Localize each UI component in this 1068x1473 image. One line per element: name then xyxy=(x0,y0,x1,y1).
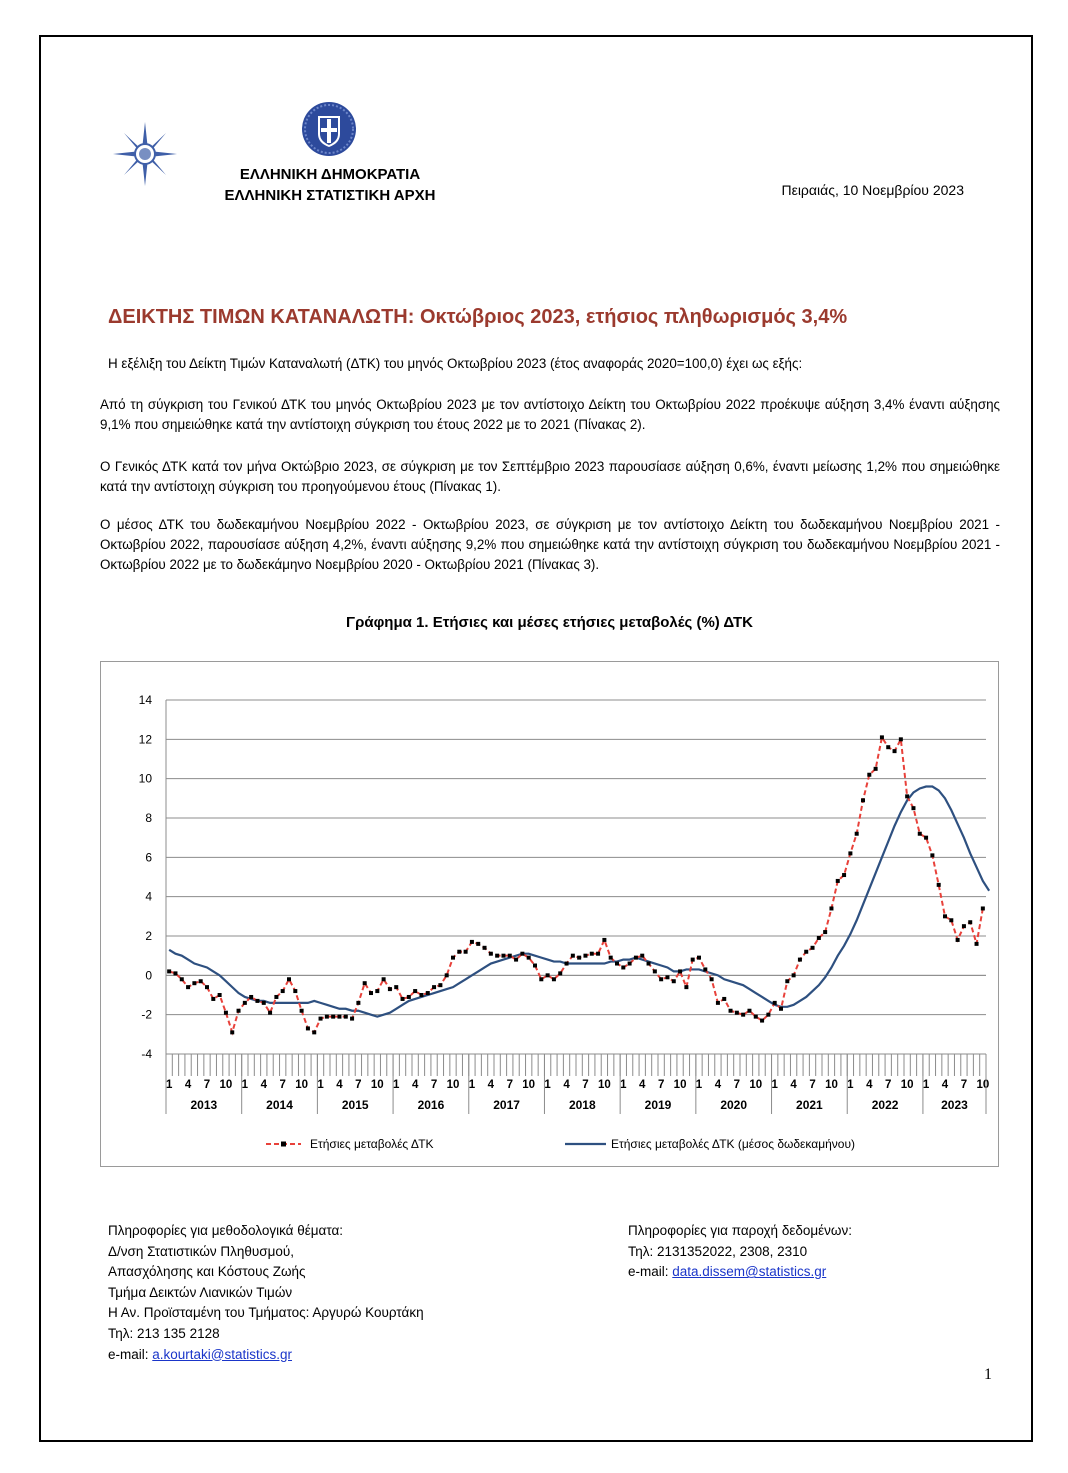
annual-change-point xyxy=(350,1017,354,1021)
series-line-annual-change xyxy=(169,737,983,1032)
department-line: Τμήμα Δεικτών Λιανικών Τιμών xyxy=(108,1284,293,1300)
annual-change-point xyxy=(962,924,966,928)
annual-change-point xyxy=(432,985,436,989)
annual-change-point xyxy=(457,950,461,954)
data-provision-email-row xyxy=(628,1262,988,1283)
y-tick-label: 0 xyxy=(145,968,152,983)
x-month-label: 10 xyxy=(976,1079,990,1091)
annual-change-point xyxy=(167,969,171,973)
x-month-label: 4 xyxy=(336,1079,343,1091)
annual-change-point xyxy=(741,1013,745,1017)
annual-change-point xyxy=(893,749,897,753)
annual-change-point xyxy=(255,999,259,1003)
annual-change-point xyxy=(375,989,379,993)
release-date: Πειραιάς, 10 Νοεμβρίου 2023 xyxy=(781,182,964,198)
y-tick-label: 6 xyxy=(145,850,152,865)
email-prefix: e-mail: xyxy=(108,1346,153,1362)
annual-change-point xyxy=(785,979,789,983)
annual-change-point xyxy=(558,971,562,975)
y-tick-label: 8 xyxy=(145,811,152,825)
annual-change-point xyxy=(262,1001,266,1005)
y-tick-label: 2 xyxy=(145,929,152,943)
annual-change-point xyxy=(173,971,177,975)
annual-change-point xyxy=(508,954,512,958)
x-month-label: 1 xyxy=(771,1079,778,1091)
annual-change-point xyxy=(501,954,505,958)
annual-change-point xyxy=(300,1009,304,1013)
x-year-label: 2018 xyxy=(568,1098,596,1112)
annual-change-point xyxy=(792,973,796,977)
annual-change-point xyxy=(905,794,909,798)
x-month-label: 1 xyxy=(847,1079,854,1091)
annual-change-point xyxy=(495,954,499,958)
annual-change-point xyxy=(337,1015,341,1019)
x-month-label: 1 xyxy=(241,1079,249,1091)
annual-change-point xyxy=(401,997,405,1001)
annual-change-point xyxy=(804,950,808,954)
x-month-label: 1 xyxy=(468,1079,476,1091)
annual-change-point xyxy=(684,985,688,989)
annual-change-point xyxy=(867,773,871,777)
annual-change-point xyxy=(665,975,669,979)
annual-change-point xyxy=(407,995,411,999)
annual-change-point xyxy=(773,1001,777,1005)
chart-title: Γράφημα 1. Ετήσιες και μέσες ετήσιες μεταβολές (%) ΔΤΚ xyxy=(346,614,753,631)
annual-change-point xyxy=(880,735,884,739)
y-tick-label: -4 xyxy=(141,1047,152,1061)
y-tick-label: 4 xyxy=(145,889,152,904)
legend-label-12-month-average: Ετήσιες μεταβολές ΔΤΚ (μέσος δωδεκαμήνου) xyxy=(611,1137,856,1151)
annual-change-point xyxy=(211,997,215,1001)
annual-change-point xyxy=(710,977,714,981)
x-year-label: 2022 xyxy=(871,1098,899,1112)
x-month-label: 4 xyxy=(639,1079,646,1091)
x-year-label: 2021 xyxy=(796,1098,823,1112)
annual-change-point xyxy=(312,1030,316,1034)
page-title: ΔΕΙΚΤΗΣ ΤΙΜΩΝ ΚΑΤΑΝΑΛΩΤΗ: Οκτώβριος 2023, ετήσιος πληθωρισμός 3,4% xyxy=(108,306,848,328)
annual-change-point xyxy=(766,1013,770,1017)
annual-change-point xyxy=(287,977,291,981)
x-month-label: 4 xyxy=(411,1079,419,1091)
annual-change-point xyxy=(470,940,474,944)
annual-change-point xyxy=(823,930,827,934)
paragraph-annual-text: Από τη σύγκριση του Γενικού ΔΤΚ του μηνός Οκτωβρίου 2023 με τον αντίστοιχο Δείκτη του Οκτωβρίου 2022 προέκυψε αύξηση 3,4% έναντι αύξησης 9,1% που σημειώθηκε κατά την αντίστοιχη σύγκριση του έτους 2022 με το 2021 (Πίνακας 2). xyxy=(100,397,1000,432)
annual-change-point xyxy=(451,956,455,960)
annual-change-point xyxy=(571,954,575,958)
methodology-email-row xyxy=(108,1345,588,1366)
x-year-label: 2015 xyxy=(341,1098,369,1112)
annual-change-point xyxy=(249,995,253,999)
annual-change-point xyxy=(918,832,922,836)
annual-change-point xyxy=(628,962,632,966)
annual-change-point xyxy=(703,967,707,971)
x-month-label: 7 xyxy=(506,1079,513,1091)
annual-change-point xyxy=(331,1015,335,1019)
intro-paragraph xyxy=(108,354,1000,374)
annual-change-point xyxy=(180,977,184,981)
chart-axes xyxy=(139,693,990,1114)
org-name-line2: ΕΛΛΗΝΙΚΗ ΣΤΑΤΙΣΤΙΚΗ ΑΡΧΗ xyxy=(224,187,436,204)
annual-change-point xyxy=(829,906,833,910)
annual-change-point xyxy=(949,918,953,922)
methodology-contact-block xyxy=(108,1221,588,1365)
annual-change-point xyxy=(621,965,625,969)
x-month-label: 1 xyxy=(695,1079,703,1091)
annual-change-point xyxy=(968,920,972,924)
x-month-label: 7 xyxy=(809,1079,816,1091)
paragraph-monthly-text: Ο Γενικός ΔΤΚ κατά τον μήνα Οκτώβριο 2023, σε σύγκριση με τον Σεπτέμβριο 2023 παρουσίασε αύξηση 0,6%, έναντι μείωσης 1,2% που σημειώθηκε κατά την αντίστοιχη σύγκριση του προηγούμενου έτους (Πίνακας 1). xyxy=(100,459,1000,494)
chart-grid xyxy=(166,700,986,1054)
annual-change-point xyxy=(268,1011,272,1015)
annual-change-point xyxy=(243,1001,247,1005)
annual-change-point xyxy=(798,958,802,962)
data-provision-phone: Τηλ: 2131352022, 2308, 2310 xyxy=(628,1243,808,1259)
x-year-label: 2023 xyxy=(941,1098,968,1112)
paragraph-annual xyxy=(100,395,1000,435)
data-provision-contact-block xyxy=(628,1221,988,1283)
annual-change-point xyxy=(483,946,487,950)
x-month-label: 7 xyxy=(430,1079,438,1091)
annual-change-point xyxy=(394,985,398,989)
annual-change-point xyxy=(218,993,222,997)
annual-change-point xyxy=(438,983,442,987)
annual-change-point xyxy=(565,962,569,966)
annual-change-point xyxy=(319,1017,323,1021)
annual-change-point xyxy=(552,977,556,981)
x-month-label: 1 xyxy=(165,1079,173,1091)
x-month-label: 10 xyxy=(219,1079,233,1091)
annual-change-point xyxy=(911,806,915,810)
annual-change-point xyxy=(192,981,196,985)
annual-change-point xyxy=(848,851,852,855)
annual-change-point xyxy=(956,938,960,942)
greek-coat-of-arms-icon xyxy=(301,101,357,157)
annual-change-point xyxy=(842,873,846,877)
paragraph-average-text: Ο μέσος ΔΤΚ του δωδεκαμήνου Νοεμβρίου 2022 - Οκτωβρίου 2023, σε σύγκριση με τον αντίστοιχο Δείκτη του δωδεκαμήνου Νοεμβρίου 2021 - Οκτωβρίου 2022, παρουσίασε αύξηση 4,2%, έναντι αύξησης 9,2% που σημειώθηκε κατά την αντίστοιχη σύγκριση του δωδεκαμήνου Νοεμβρίου 2021 - Οκτωβρίου 2022 με το δωδεκάμηνο Νοεμβρίου 2020 - Οκτωβρίου 2021 (Πίνακας 3). xyxy=(100,517,1000,572)
x-month-label: 10 xyxy=(825,1079,838,1091)
x-month-label: 10 xyxy=(749,1079,763,1091)
annual-change-point xyxy=(747,1009,751,1013)
annual-change-point xyxy=(583,954,587,958)
x-month-label: 10 xyxy=(900,1079,914,1091)
annual-change-point xyxy=(811,946,815,950)
annual-change-point xyxy=(527,956,531,960)
x-month-label: 10 xyxy=(446,1079,460,1091)
annual-change-point xyxy=(691,958,695,962)
x-month-label: 4 xyxy=(487,1079,495,1091)
x-month-label: 10 xyxy=(597,1079,611,1091)
directorate-line-2: Απασχόλησης και Κόστους Ζωής xyxy=(108,1264,306,1280)
annual-change-point xyxy=(590,952,594,956)
data-provision-heading: Πληροφορίες για παροχή δεδομένων: xyxy=(628,1223,852,1238)
annual-change-point xyxy=(577,956,581,960)
x-month-label: 10 xyxy=(295,1079,309,1091)
annual-change-point xyxy=(445,973,449,977)
methodology-email-link[interactable]: a.kourtaki@statistics.gr xyxy=(152,1346,293,1362)
y-tick-label: -2 xyxy=(141,1007,152,1022)
annual-change-point xyxy=(419,993,423,997)
y-tick-label: 10 xyxy=(138,771,152,786)
annual-change-point xyxy=(899,737,903,741)
x-month-label: 7 xyxy=(279,1079,286,1091)
organization-block xyxy=(170,164,490,206)
annual-change-point xyxy=(533,964,537,968)
annual-change-point xyxy=(230,1030,234,1034)
annual-change-point xyxy=(647,962,651,966)
head-of-department: Η Αν. Προϊσταμένη του Τμήματος: Αργυρώ Κουρτάκη xyxy=(108,1305,424,1321)
x-month-label: 4 xyxy=(941,1079,949,1091)
paragraph-monthly xyxy=(100,457,1000,497)
annual-change-point xyxy=(388,987,392,991)
annual-change-point xyxy=(363,981,367,985)
annual-change-point xyxy=(943,914,947,918)
annual-change-point xyxy=(382,977,386,981)
x-month-label: 10 xyxy=(370,1079,384,1091)
annual-change-point xyxy=(274,995,278,999)
annual-change-point xyxy=(735,1011,739,1015)
x-month-label: 7 xyxy=(733,1079,741,1091)
annual-change-point xyxy=(817,936,821,940)
x-year-label: 2014 xyxy=(266,1098,293,1112)
x-month-label: 1 xyxy=(317,1079,324,1091)
annual-change-point xyxy=(930,853,934,857)
annual-change-point xyxy=(602,938,606,942)
annual-change-point xyxy=(281,989,285,993)
annual-change-point xyxy=(344,1015,348,1019)
annual-change-point xyxy=(306,1026,310,1030)
chart-container xyxy=(100,661,999,1167)
annual-change-point xyxy=(413,989,417,993)
x-month-label: 10 xyxy=(673,1079,687,1091)
annual-change-point xyxy=(596,952,600,956)
annual-change-point xyxy=(237,1009,241,1013)
x-month-label: 7 xyxy=(657,1079,665,1091)
legend-marker-annual-change xyxy=(281,1142,286,1147)
legend-label-annual-change: Ετήσιες μεταβολές ΔΤΚ xyxy=(310,1137,434,1151)
x-year-label: 2016 xyxy=(417,1098,445,1112)
annual-change-point xyxy=(722,997,726,1001)
x-year-label: 2017 xyxy=(493,1098,520,1112)
annual-change-point xyxy=(975,942,979,946)
annual-change-point xyxy=(779,1007,783,1011)
x-month-label: 4 xyxy=(714,1079,722,1091)
annual-change-point xyxy=(672,979,676,983)
x-month-label: 10 xyxy=(522,1079,536,1091)
x-month-label: 1 xyxy=(620,1079,627,1091)
data-provision-email-link[interactable]: data.dissem@statistics.gr xyxy=(672,1264,827,1280)
chart-series xyxy=(167,735,989,1034)
email-prefix: e-mail: xyxy=(628,1264,673,1280)
series-line-12-month-average xyxy=(169,787,989,1017)
methodology-phone: Τηλ: 213 135 2128 xyxy=(108,1325,220,1341)
annual-change-point xyxy=(760,1019,764,1023)
x-year-label: 2020 xyxy=(720,1098,748,1112)
annual-change-point xyxy=(293,989,297,993)
x-month-label: 4 xyxy=(563,1079,570,1091)
x-month-label: 4 xyxy=(260,1079,267,1091)
page-number: 1 xyxy=(984,1366,992,1383)
annual-change-point xyxy=(634,956,638,960)
annual-change-point xyxy=(640,954,644,958)
annual-change-point xyxy=(546,973,550,977)
cpi-line-chart xyxy=(101,662,998,1166)
y-tick-label: 12 xyxy=(138,732,152,747)
x-month-label: 4 xyxy=(790,1079,797,1091)
x-year-label: 2013 xyxy=(190,1098,218,1112)
annual-change-point xyxy=(426,991,430,995)
annual-change-point xyxy=(855,832,859,836)
annual-change-point xyxy=(924,836,928,840)
intro-text: Η εξέλιξη του Δείκτη Τιμών Καταναλωτή (ΔΤΚ) του μηνός Οκτωβρίου 2023 (έτος αναφοράς 2020=100,0) έχει ως εξής: xyxy=(108,356,803,371)
annual-change-point xyxy=(464,950,468,954)
annual-change-point xyxy=(539,977,543,981)
x-month-label: 1 xyxy=(393,1079,400,1091)
annual-change-point xyxy=(861,798,865,802)
annual-change-point xyxy=(937,883,941,887)
annual-change-point xyxy=(615,962,619,966)
org-name-line1: ΕΛΛΗΝΙΚΗ ΔΗΜΟΚΡΑΤΙΑ xyxy=(239,166,421,183)
annual-change-point xyxy=(678,969,682,973)
annual-change-point xyxy=(369,991,373,995)
x-month-label: 7 xyxy=(960,1079,968,1091)
annual-change-point xyxy=(716,1001,720,1005)
paragraph-average xyxy=(100,515,1000,575)
annual-change-point xyxy=(476,942,480,946)
annual-change-point xyxy=(325,1015,329,1019)
y-tick-label: 14 xyxy=(138,693,152,707)
annual-change-point xyxy=(836,879,840,883)
x-month-label: 7 xyxy=(355,1079,362,1091)
annual-change-point xyxy=(653,969,657,973)
annual-change-point xyxy=(186,985,190,989)
x-month-label: 7 xyxy=(203,1079,211,1091)
x-month-label: 7 xyxy=(885,1079,892,1091)
annual-change-point xyxy=(224,1011,228,1015)
annual-change-point xyxy=(659,977,663,981)
x-month-label: 1 xyxy=(544,1079,551,1091)
x-month-label: 7 xyxy=(582,1079,589,1091)
annual-change-point xyxy=(697,956,701,960)
chart-legend xyxy=(266,1137,855,1151)
annual-change-point xyxy=(729,1009,733,1013)
x-year-label: 2019 xyxy=(644,1098,672,1112)
x-month-label: 4 xyxy=(866,1079,873,1091)
annual-change-point xyxy=(886,745,890,749)
annual-change-point xyxy=(754,1015,758,1019)
directorate-line: Δ/νση Στατιστικών Πληθυσμού, xyxy=(108,1243,295,1259)
x-month-label: 4 xyxy=(184,1079,192,1091)
x-month-label: 1 xyxy=(922,1079,930,1091)
annual-change-point xyxy=(874,767,878,771)
annual-change-point xyxy=(514,958,518,962)
annual-change-point xyxy=(520,952,524,956)
annual-change-point xyxy=(205,985,209,989)
annual-change-point xyxy=(199,979,203,983)
annual-change-point xyxy=(489,952,493,956)
annual-change-point xyxy=(356,1001,360,1005)
methodology-heading: Πληροφορίες για μεθοδολογικά θέματα: xyxy=(108,1223,344,1238)
annual-change-point xyxy=(981,906,985,910)
annual-change-point xyxy=(609,956,613,960)
